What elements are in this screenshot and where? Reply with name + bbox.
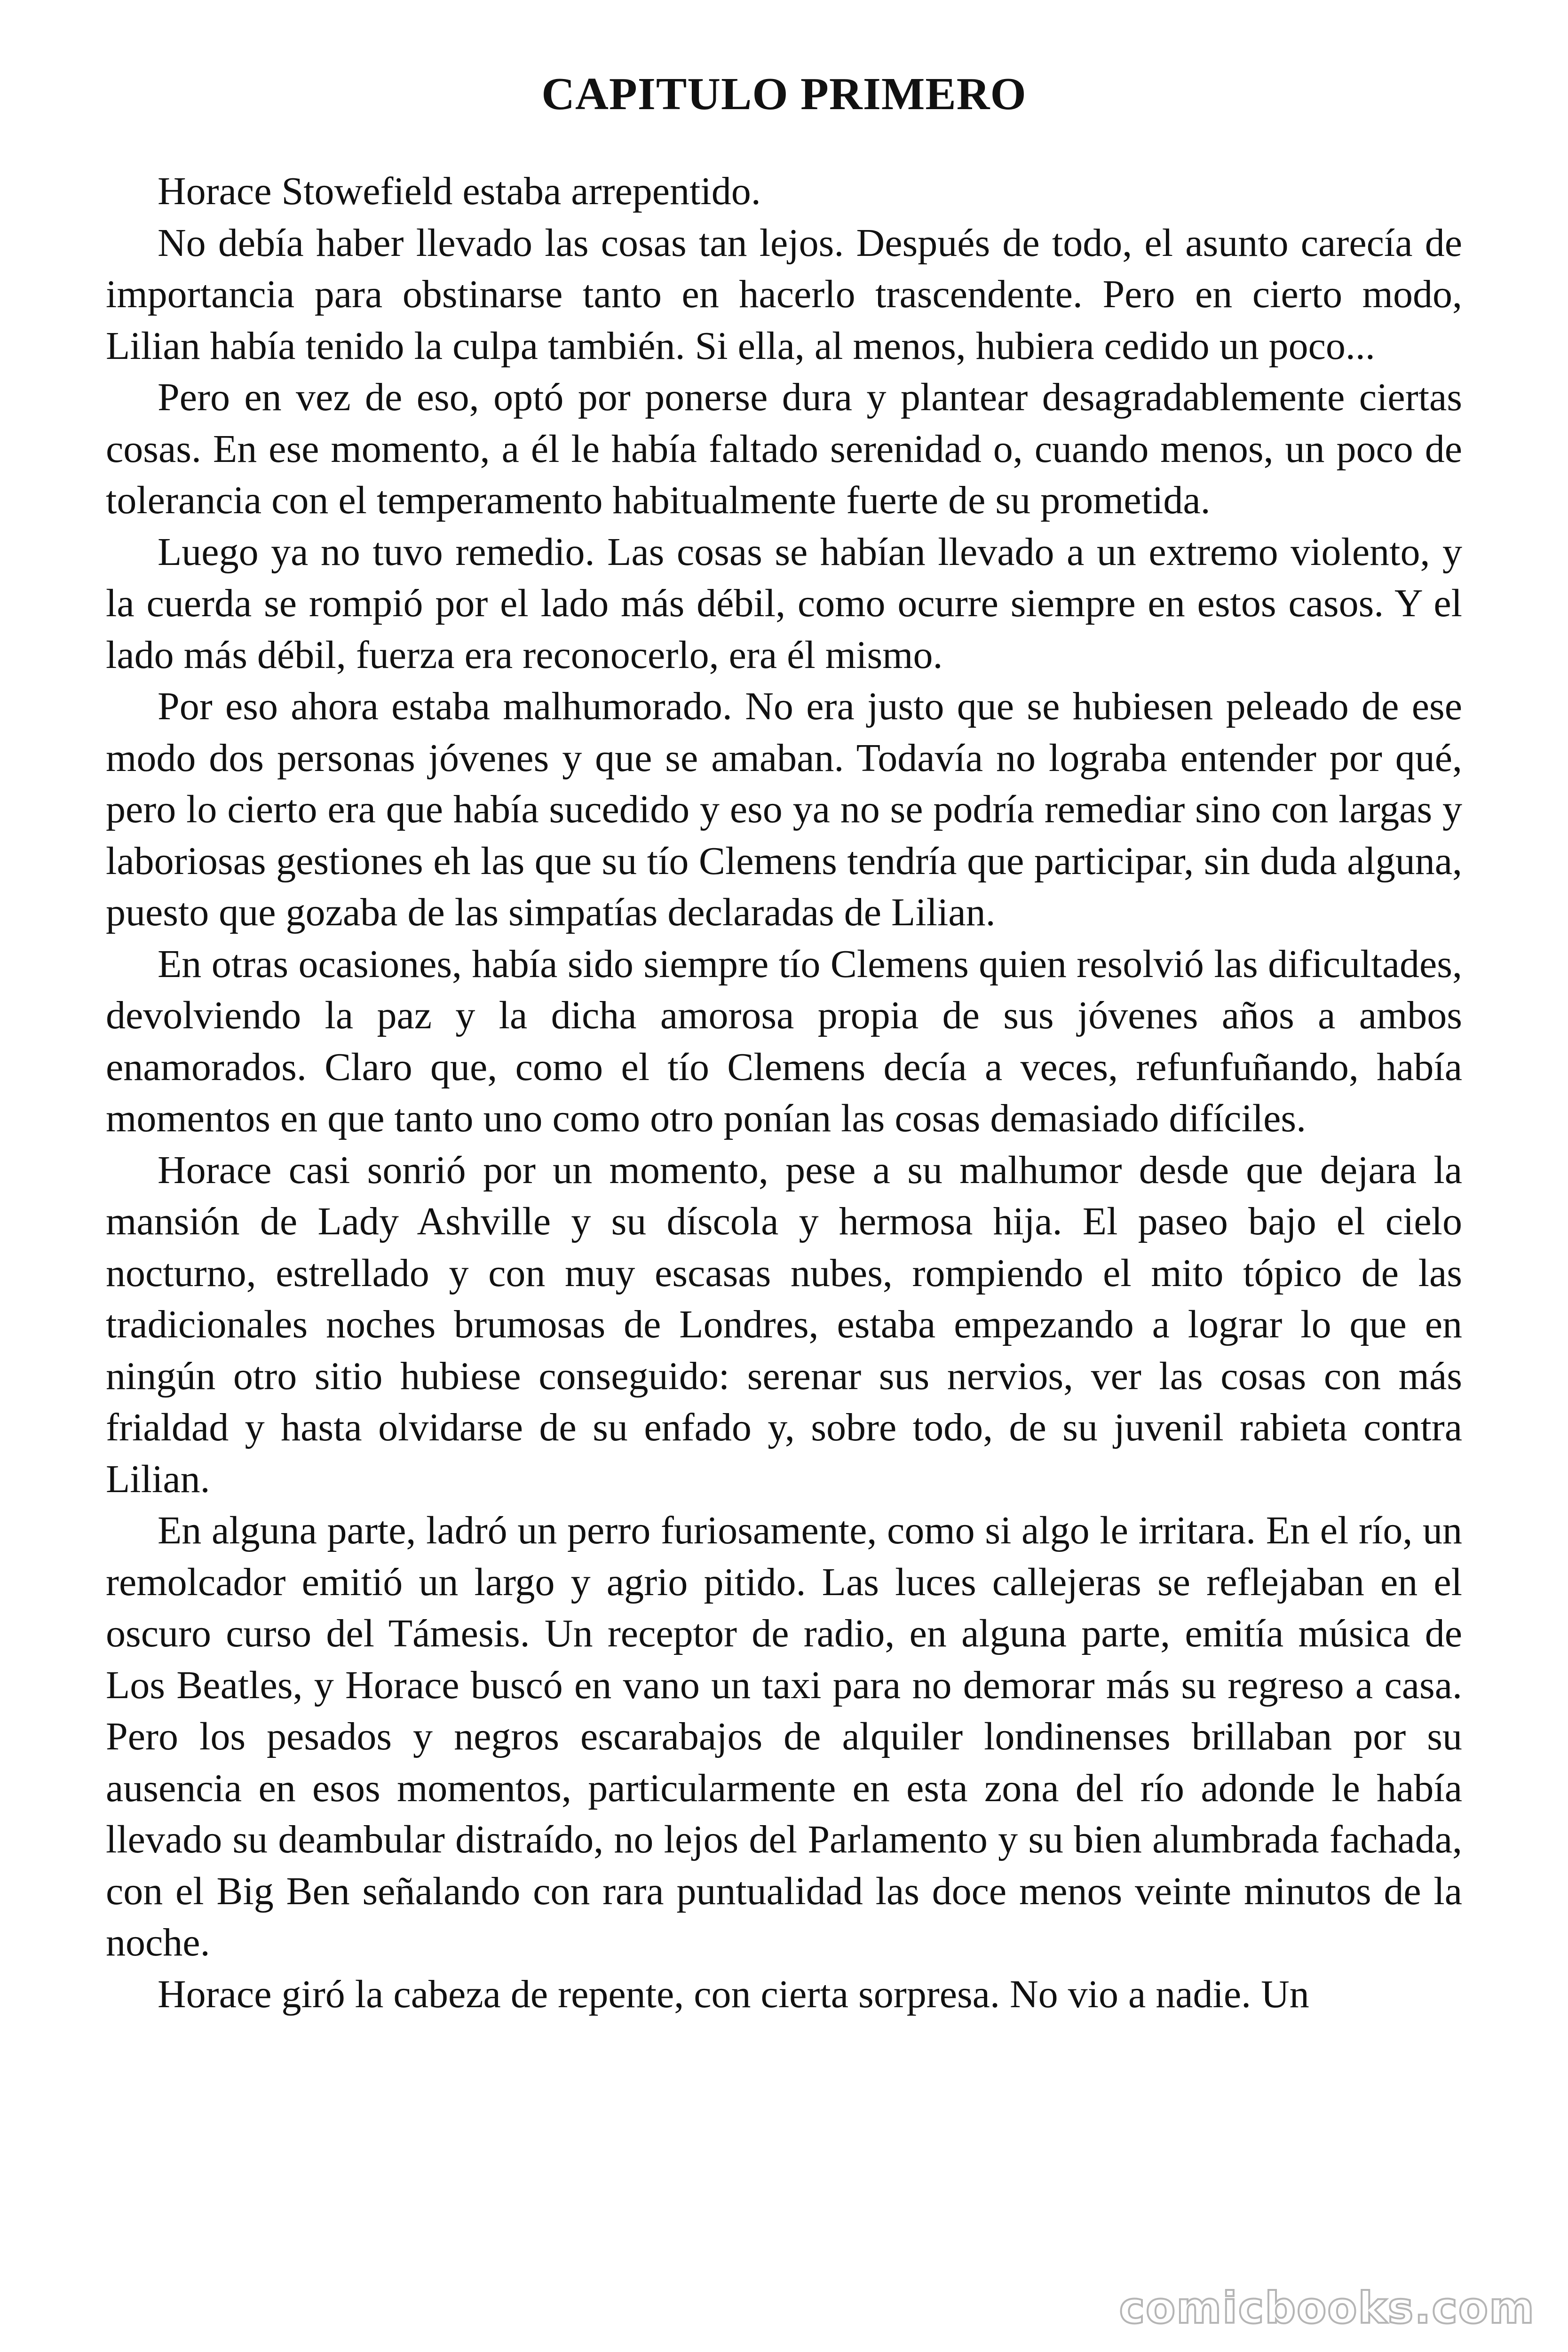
paragraph: Pero en vez de eso, optó por ponerse dura y plantear desagradablemente ciertas cosas. En ese momento, a él le había faltado serenidad o, cuando menos, un poco de tolerancia con el temperamento habitualmente fuerte de su prometida. (106, 375, 1462, 522)
paragraph: Por eso ahora estaba malhumorado. No era justo que se hubiesen peleado de ese modo dos personas jóvenes y que se amaban. Todavía no lograba entender por qué, pero lo cierto era que había sucedido y eso ya no se podría remediar sino con largas y laboriosas gestiones eh las que su tío Clemens tendría que participar, sin duda alguna, puesto que gozaba de las simpatías declaradas de Lilian. (106, 684, 1462, 934)
chapter-body (106, 166, 1462, 2020)
chapter-title: CAPITULO PRIMERO (541, 69, 1027, 119)
paragraph: Luego ya no tuvo remedio. Las cosas se habían llevado a un extremo violento, y la cuerda se rompió por el lado más débil, como ocurre siempre en estos casos. Y el lado más débil, fuerza era reconocerlo, era él mismo. (106, 530, 1462, 677)
paragraph: En alguna parte, ladró un perro furiosamente, como si algo le irritara. En el río, un remolcador emitió un largo y agrio pitido. Las luces callejeras se reflejaban en el oscuro curso del Támesis. Un receptor de radio, en alguna parte, emitía música de Los Beatles, y Horace buscó en vano un taxi para no demorar más su regreso a casa. Pero los pesados y negros escarabajos de alquiler londinenses brillaban por su ausencia en esos momentos, particularmente en esta zona del río adonde le había llevado su deambular distraído, no lejos del Parlamento y su bien alumbrada fachada, con el Big Ben señalando con rara puntualidad las doce menos veinte minutos de la noche. (106, 1509, 1462, 1964)
paragraph: Horace casi sonrió por un momento, pese a su malhumor desde que dejara la mansión de Lady Ashville y su díscola y hermosa hija. El paseo bajo el cielo nocturno, estrellado y con muy escasas nubes, rompiendo el mito tópico de las tradicionales noches brumosas de Londres, estaba empezando a lograr lo que en ningún otro sitio hubiese conseguido: serenar sus nervios, ver las cosas con más frialdad y hasta olvidarse de su enfado y, sobre todo, de su juvenil rabieta contra Lilian. (106, 1148, 1462, 1501)
watermark-logo: comicbooks.com (1119, 2283, 1535, 2333)
paragraph: Horace giró la cabeza de repente, con cierta sorpresa. No vio a nadie. Un (158, 1972, 1309, 2016)
paragraph: No debía haber llevado las cosas tan lejos. Después de todo, el asunto carecía de importancia para obstinarse tanto en hacerlo trascendente. Pero en cierto modo, Lilian había tenido la culpa también. Si ella, al menos, hubiera cedido un poco... (106, 221, 1462, 368)
paragraph: Horace Stowefield estaba arrepentido. (158, 169, 761, 213)
paragraph: En otras ocasiones, había sido siempre tío Clemens quien resolvió las dificultades, devolviendo la paz y la dicha amorosa propia de sus jóvenes años a ambos enamorados. Claro que, como el tío Clemens decía a veces, refunfuñando, había momentos en que tanto uno como otro ponían las cosas demasiado difíciles. (106, 942, 1462, 1140)
